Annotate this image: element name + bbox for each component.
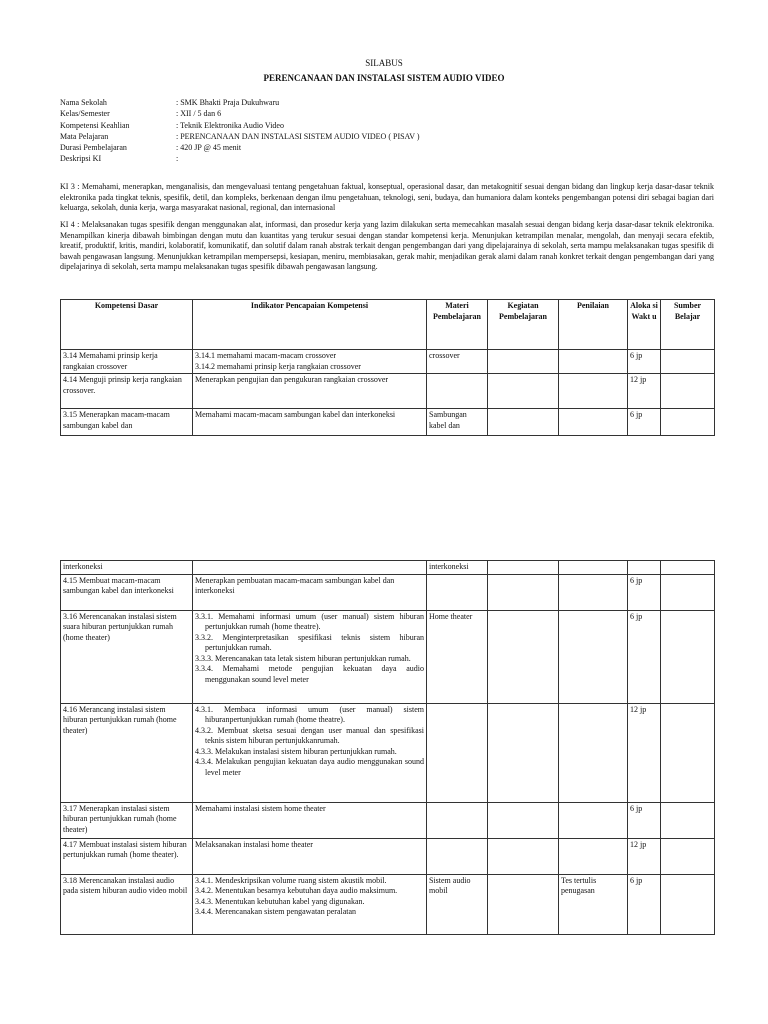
page-subtitle: PERENCANAAN DAN INSTALASI SISTEM AUDIO VIDEO	[263, 73, 505, 83]
cell-kd: 3.15 Menerapkan macam-macam sambungan kabel dan	[61, 409, 193, 436]
table-row	[61, 874, 715, 934]
info-label: Kompetensi Keahlian	[60, 120, 130, 130]
cell-alokasi: 6 jp	[628, 610, 661, 703]
cell-penilaian	[559, 703, 628, 802]
cell-materi	[427, 374, 488, 409]
info-label: Kelas/Semester	[60, 109, 110, 119]
info-value: :	[176, 154, 179, 164]
cell-kd: 4.17 Membuat instalasi sistem hiburan pertunjukkan rumah (home theater).	[61, 838, 193, 874]
indicator-item: 3.14.2 memahami prinsip kerja rangkaian crossover	[195, 361, 361, 371]
cell-penilaian	[559, 802, 628, 838]
cell-penilaian	[559, 350, 628, 374]
cell-kegiatan	[488, 838, 559, 874]
info-value: : 420 JP @ 45 menit	[176, 143, 242, 153]
cell-kd: interkoneksi	[61, 561, 193, 575]
cell-alokasi: 6 jp	[628, 874, 661, 934]
cell-materi: Sambungan kabel dan	[427, 409, 488, 436]
school-info	[60, 98, 660, 166]
col-header-kegiatan: Kegiatan Pembelajaran	[488, 300, 559, 350]
table-row	[61, 561, 715, 575]
cell-indicators	[193, 574, 427, 610]
cell-kegiatan	[488, 409, 559, 436]
table-row	[61, 374, 715, 409]
col-header-ipk: Indikator Pencapaian Kompetensi	[193, 300, 427, 350]
cell-sumber	[661, 374, 715, 409]
table-row	[61, 574, 715, 610]
table-row	[61, 703, 715, 802]
cell-kd: 3.18 Merencanakan instalasi audio pada sistem hiburan audio video mobil	[61, 874, 193, 934]
cell-sumber	[661, 574, 715, 610]
indicator-item: 3.14.1 memahami macam-macam crossover	[195, 351, 337, 360]
cell-alokasi: 6 jp	[628, 802, 661, 838]
cell-sumber	[661, 561, 715, 575]
cell-kegiatan	[488, 610, 559, 703]
cell-materi	[427, 838, 488, 874]
cell-materi: crossover	[427, 350, 488, 374]
cell-penilaian	[559, 838, 628, 874]
cell-penilaian	[559, 574, 628, 610]
col-header-penilaian: Penilaian	[559, 300, 628, 350]
cell-alokasi: 6 jp	[628, 409, 661, 436]
cell-sumber	[661, 874, 715, 934]
cell-kegiatan	[488, 874, 559, 934]
cell-indicators	[193, 874, 427, 934]
col-header-sumber: Sumber Belajar	[661, 300, 715, 350]
cell-materi	[427, 703, 488, 802]
table-row	[61, 838, 715, 874]
cell-materi: interkoneksi	[427, 561, 488, 575]
cell-kegiatan	[488, 374, 559, 409]
cell-indicators	[193, 561, 427, 575]
cell-alokasi: 6 jp	[628, 350, 661, 374]
indicator-item: 4.3.1. Membaca informasi umum (user manual) sistem hiburanpertunjukkan rumah (home theatre).	[195, 704, 424, 725]
info-row	[60, 121, 660, 132]
col-header-kd: Kompetensi Dasar	[61, 300, 193, 350]
indicator-item: Melaksanakan instalasi home theater	[195, 839, 313, 849]
cell-alokasi: 12 jp	[628, 703, 661, 802]
info-label: Mata Pelajaran	[60, 131, 109, 141]
indicator-item: 4.3.3. Melakukan instalasi sistem hiburan pertunjukkan rumah.	[195, 746, 397, 756]
cell-penilaian	[559, 610, 628, 703]
cell-alokasi: 12 jp	[628, 838, 661, 874]
indicator-item: 4.3.4. Melakukan pengujian kekuatan daya audio menggunakan sound level meter	[195, 757, 424, 777]
table-row	[61, 350, 715, 374]
cell-sumber	[661, 610, 715, 703]
indicator-item: Memahami macam-macam sambungan kabel dan interkoneksi	[195, 410, 396, 420]
cell-alokasi: 12 jp	[628, 374, 661, 409]
cell-alokasi: 6 jp	[628, 574, 661, 610]
info-row	[60, 154, 660, 165]
cell-kegiatan	[488, 802, 559, 838]
cell-kd: 4.14 Menguji prinsip kerja rangkaian crossover.	[61, 374, 193, 409]
cell-materi	[427, 574, 488, 610]
syllabus-table-page1	[60, 299, 715, 436]
cell-penilaian	[559, 374, 628, 409]
info-value: : PERENCANAAN DAN INSTALASI SISTEM AUDIO VIDEO ( PISAV )	[176, 131, 420, 141]
ki3-description: KI 3 : Memahami, menerapkan, menganalisis, dan mengevaluasi tentang pengetahuan faktual, konseptual, operasional dasar, dan metakognitif sesuai dengan bidang dan lingkup kerja dasar-dasar teknik elektronika pada tingkat teknis, spesifik, detil, dan kompleks, berkenaan dengan ilmu pengetahuan, teknologi, seni, budaya, dan humaniora dalam konteks pengembangan potensi diri sebagai bagian dari keluarga, sekolah, dunia kerja, warga masyarakat nasional, regional, dan internasional	[60, 182, 714, 213]
cell-sumber	[661, 838, 715, 874]
indicator-item: 3.3.1. Memahami informasi umum (user manual) sistem hiburan pertunjukkan rumah (home theatre).	[195, 611, 424, 632]
indicator-item: 3.4.4. Merencanakan sistem pengawatan peralatan	[195, 907, 357, 917]
info-value: : SMK Bhakti Praja Dukuhwaru	[176, 98, 280, 107]
indicator-item: 3.4.3. Menentukan kebutuhan kabel yang digunakan.	[195, 896, 365, 906]
cell-alokasi	[628, 561, 661, 575]
cell-kd: 3.14 Memahami prinsip kerja rangkaian crossover	[61, 350, 193, 374]
table-row	[61, 409, 715, 436]
info-label: Deskripsi KI	[60, 154, 102, 164]
cell-penilaian	[559, 561, 628, 575]
info-row	[60, 109, 660, 120]
cell-kd: 3.17 Menerapkan instalasi sistem hiburan pertunjukkan rumah (home theater)	[61, 802, 193, 838]
indicator-item: 3.3.3. Merencanakan tata letak sistem hiburan pertunjukkan rumah.	[195, 653, 411, 663]
cell-kegiatan	[488, 703, 559, 802]
cell-penilaian	[559, 409, 628, 436]
indicator-item: Memahami instalasi sistem home theater	[195, 803, 326, 813]
cell-materi	[427, 802, 488, 838]
indicator-item: Menerapkan pengujian dan pengukuran rangkaian crossover	[195, 375, 389, 385]
info-label: Nama Sekolah	[60, 98, 107, 107]
info-row	[60, 132, 660, 143]
cell-kd: 4.16 Merancang instalasi sistem hiburan pertunjukkan rumah (home theater)	[61, 703, 193, 802]
cell-kegiatan	[488, 574, 559, 610]
syllabus-table-page2	[60, 560, 715, 935]
cell-kd: 3.16 Merencanakan instalasi sistem suara hiburan pertunjukkan rumah (home theater)	[61, 610, 193, 703]
cell-materi: Home theater	[427, 610, 488, 703]
info-value: : Teknik Elektronika Audio Video	[176, 120, 284, 130]
indicator-item: 3.3.4. Memahami metode pengujian kekuatan daya audio menggunakan sound level meter	[195, 664, 424, 684]
cell-indicators	[193, 802, 427, 838]
cell-indicators	[193, 409, 427, 436]
col-header-materi: Materi Pembelajaran	[427, 300, 488, 350]
table-row	[61, 802, 715, 838]
cell-indicators	[193, 374, 427, 409]
cell-materi: Sistem audio mobil	[427, 874, 488, 934]
indicator-item: 3.3.2. Menginterpretasikan spesifikasi teknis sistem hiburan pertunjukkan rumah.	[195, 632, 424, 653]
cell-sumber	[661, 409, 715, 436]
cell-kegiatan	[488, 561, 559, 575]
cell-sumber	[661, 703, 715, 802]
indicator-item: Menerapkan pembuatan macam-macam sambungan kabel dan interkoneksi	[195, 575, 395, 596]
info-label: Durasi Pembelajaran	[60, 143, 127, 153]
table-row	[61, 610, 715, 703]
cell-indicators	[193, 610, 427, 703]
cell-penilaian: Tes tertulis penugasan	[559, 874, 628, 934]
indicator-item: 3.4.2. Menentukan besarnya kebutuhan daya audio maksimum.	[195, 886, 398, 896]
info-row	[60, 98, 660, 109]
indicator-item: 3.4.1. Mendeskripsikan volume ruang sistem akustik mobil.	[195, 875, 387, 885]
indicator-item: 4.3.2. Membuat sketsa sesuai dengan user manual dan spesifikasi teknis sistem hiburan pertunjukkanrumah.	[195, 725, 424, 746]
cell-sumber	[661, 802, 715, 838]
cell-indicators	[193, 838, 427, 874]
cell-indicators	[193, 703, 427, 802]
info-value: : XII / 5 dan 6	[176, 109, 222, 119]
cell-kegiatan	[488, 350, 559, 374]
ki4-description: KI 4 : Melaksanakan tugas spesifik dengan menggunakan alat, informasi, dan prosedur kerja yang lazim dilakukan serta memecahkan masalah sesuai dengan bidang kerja dasar-dasar teknik elektronika. Menampilkan kinerja dibawah bimbingan dengan mutu dan kuantitas yang terukur sesuai dengan standar kompetensi kerja. Menunjukan ketrampilan menalar, mengolah, dan menyaji secara efektib, kreatif, produktif, kritis, mandiri, kolaboratif, komunikatif, dan solutif dalam ranah abstrak terkait dengan pengembangan dari yang dipelajarainya di sekolah, serta mampu melaksanakan tugas spesifik di bawah pengawasan langsung. Menunjukkan ketrampilan mempersepsi, kesiapan, meniru, membiasakan, gerak mahir, menjadikan gerak alami dalam ranah konkret terkait dengan pengembangan dari yang dipelajarinya di sekolah, serta mampu melaksanakan tugas spesifik dibawah pengawasan langsung.	[60, 220, 714, 272]
page-title: SILABUS	[365, 58, 403, 68]
cell-indicators	[193, 350, 427, 374]
info-row	[60, 143, 660, 154]
col-header-alokasi: Aloka si Wakt u	[628, 300, 661, 350]
cell-kd: 4.15 Membuat macam-macam sambungan kabel dan interkoneksi	[61, 574, 193, 610]
cell-sumber	[661, 350, 715, 374]
